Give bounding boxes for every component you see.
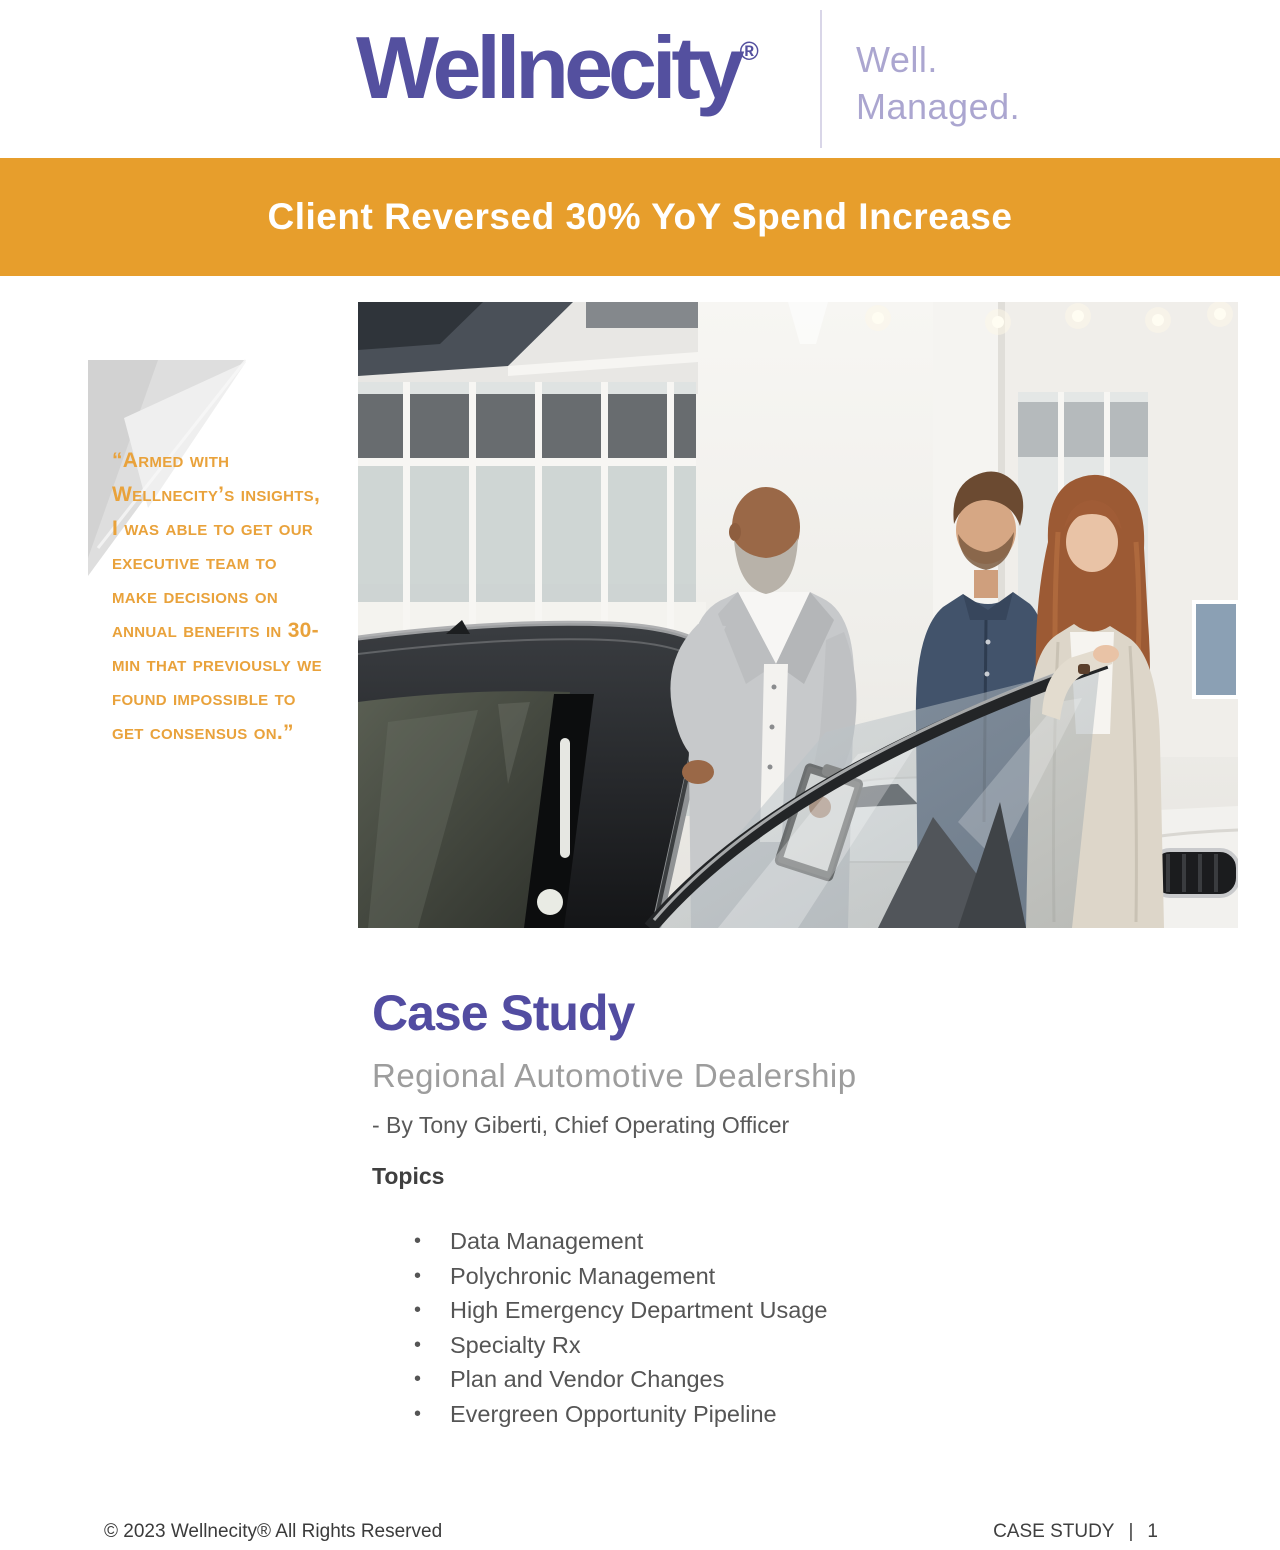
topic-item: • Plan and Vendor Changes [372, 1362, 827, 1397]
brand-tagline [856, 36, 1020, 130]
tagline-line1: Well. [856, 39, 938, 80]
bullet-icon: • [414, 1333, 422, 1356]
bullet-icon: • [414, 1299, 422, 1322]
footer-page-number: 1 [1147, 1521, 1158, 1542]
headline-text: Client Reversed 30% YoY Spend Increase [267, 196, 1013, 237]
bullet-icon: • [414, 1368, 422, 1391]
logo-wordmark: Wellnecity [356, 18, 740, 117]
footer-separator: | [1128, 1521, 1134, 1542]
wellnecity-logo [356, 18, 759, 117]
topic-item: • Specialty Rx [372, 1328, 827, 1363]
headline-banner [0, 158, 1280, 276]
bullet-icon: • [414, 1402, 422, 1425]
page-title: Case Study [372, 985, 635, 1041]
page-subtitle: Regional Automotive Dealership [372, 1057, 857, 1094]
tagline-line2: Managed. [856, 86, 1021, 127]
dealership-photo [358, 302, 1238, 928]
topics-heading: Topics [372, 1163, 445, 1189]
topic-item: • High Emergency Department Usage [372, 1293, 827, 1328]
topic-item: • Data Management [372, 1224, 827, 1259]
byline: - By Tony Giberti, Chief Operating Officer [372, 1112, 790, 1138]
footer-doc-type: CASE STUDY [993, 1521, 1115, 1542]
topic-item: • Evergreen Opportunity Pipeline [372, 1397, 827, 1432]
registered-mark: ® [739, 36, 759, 66]
bullet-icon: • [414, 1264, 422, 1287]
bullet-icon: • [414, 1230, 422, 1252]
topic-item: • Polychronic Management [372, 1259, 827, 1294]
pull-quote: “Armed with Wellnecity’s insights, I was able to get our executive team to make decisions on annual benefits in 30-min that previously we found impossible to get consensus on.” [112, 449, 322, 744]
topics-list [372, 1224, 827, 1432]
foreground-car [358, 620, 716, 928]
copyright-text: © 2023 Wellnecity® All Rights Reserved [104, 1521, 443, 1542]
footer-page-info [993, 1521, 1158, 1543]
header-divider [820, 10, 822, 148]
